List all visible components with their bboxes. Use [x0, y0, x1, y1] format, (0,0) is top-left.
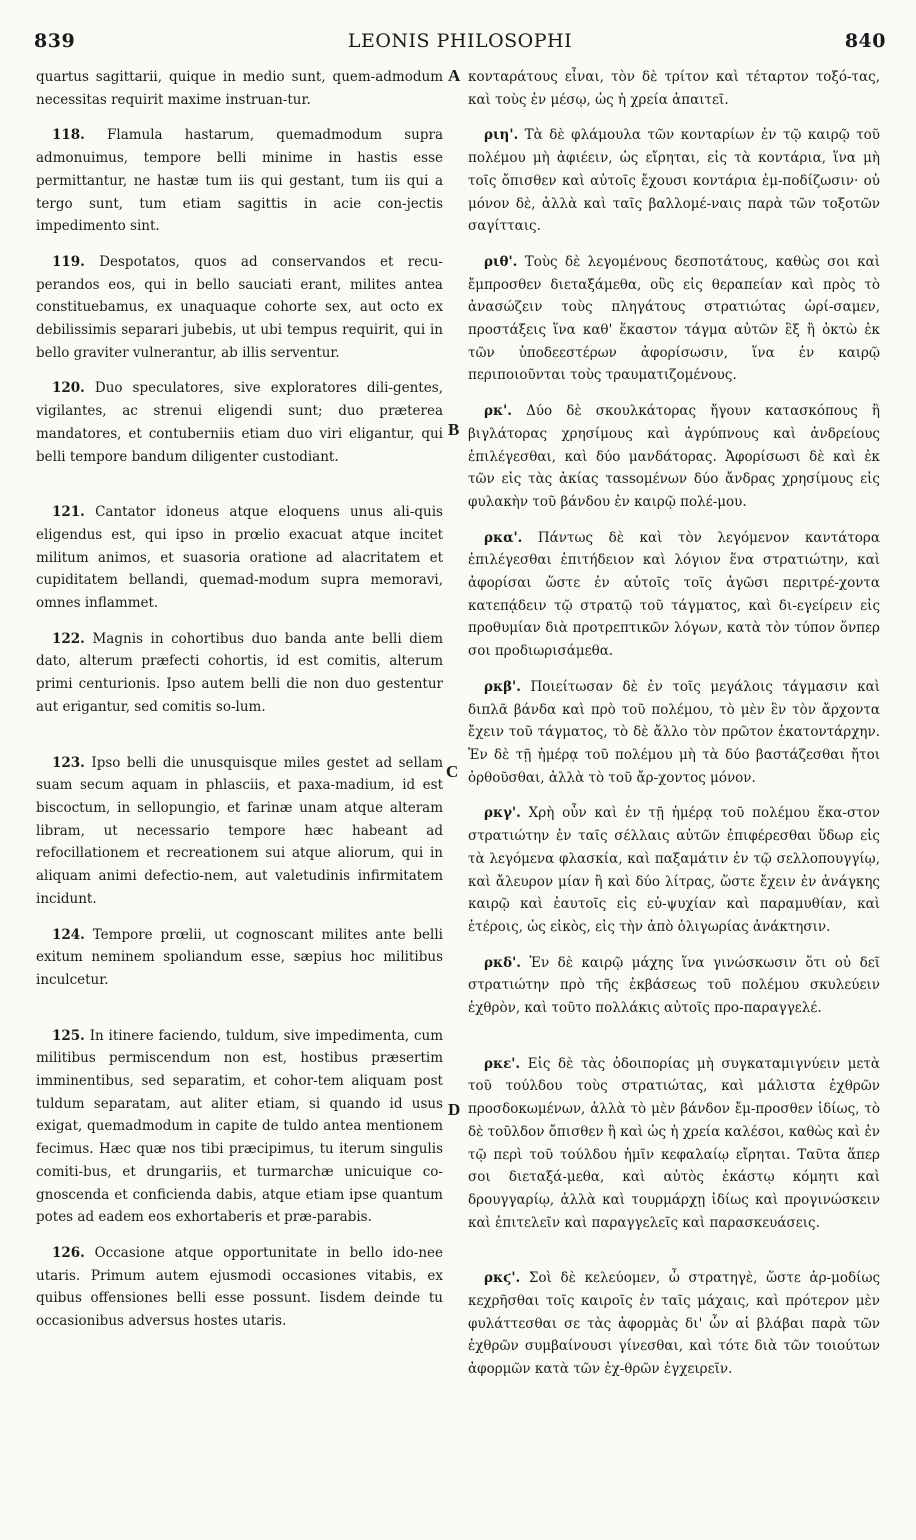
- paragraph-number: ρκγ'.: [484, 805, 521, 822]
- paragraph-number: 125.: [52, 1027, 85, 1044]
- paragraph-gap: [36, 481, 443, 501]
- paragraph-text: Τὰ δὲ φλάμουλα τῶν κονταρίων ἐν τῷ καιρῷ τοῦ πολέμου μὴ ἀφιέειν, ὡς εἴρηται, εἰς τὰ κοντάρια, ἵνα μὴ τοῖς ὄπισθεν καὶ αὐτοῖς ἔχουσι κοντάρια ἐμ-ποδίζωσιν· οὐ μόνον δὲ, ἀλλὰ καὶ ταῖς βαλλομέ-ναις παρὰ τῶν τοξοτῶν σαγίτταις.: [468, 127, 880, 235]
- page-number-right: 840: [844, 30, 886, 52]
- paragraph-gap: [468, 1033, 880, 1053]
- page-header: [34, 30, 886, 56]
- paragraph-text: Magnis in cohortibus duo banda ante belli diem dato, alterum præfecti cohortis, id est comitis, alterum primi centurionis. Ipso autem belli die non duo gestentur aut erigantur, sed comitis so-lum.: [36, 630, 443, 715]
- paragraph-text: Tempore prœlii, ut cognoscant milites ante belli exitum neminem spoliandum esse, sæpius hoc militibus inculcetur.: [36, 926, 443, 988]
- paragraph-text: Τοὺς δὲ λεγομένους δεσποτάτους, καθὼς σοι καὶ ἔμπροσθεν διεταξάμεθα, οὓς εἰς θεραπείαν καὶ πρὸς τὸ ἀνασώζειν τοὺς πληγάτους στρατιώτας ὡρί-σαμεν, προστάξεις ἵνα καθ' ἕκαστον τάγμα αὐτῶν ἓξ ἢ ὀκτὼ ἐκ τῶν ὑποδεεστέρων ἀφορίσωσιν, ἵνα ἐν καιρῷ περιποιοῦνται τοὺς τραυματιζομένους.: [468, 253, 880, 384]
- paragraph-number: 120.: [52, 380, 85, 397]
- paragraph-number: ρκβ'.: [484, 678, 521, 695]
- paragraph-number: 126.: [52, 1244, 85, 1261]
- paragraph-number: 121.: [52, 504, 85, 521]
- paragraph-text: In itinere faciendo, tuldum, sive impedimenta, cum militibus permiscendum non est, hostibus præsertim imminentibus, sed separatim, et cohor-tem aliquam post tuldum separatam, aut aliter etiam, si quando id usus exigat, quemadmodum in capite de tuldo antea mentionem fecimus. Hæc quæ nos tibi præcipimus, tu iterum singulis comiti-bus, et drungariis, et turmarchæ unicuique co-gnoscenda et conficienda dabis, atque etiam ipse quantum potes ad eadem eos exhortaberis et præ-parabis.: [36, 1027, 443, 1226]
- paragraph-number: 118.: [52, 127, 85, 144]
- latin-paragraph: [36, 1025, 443, 1229]
- greek-paragraph: [468, 400, 880, 514]
- paragraph-number: ρκα'.: [484, 529, 523, 546]
- paragraph-text: quartus sagittarii, quique in medio sunt, quem-admodum necessitas requirit maxime instruan-tur.: [36, 69, 443, 108]
- latin-paragraph: [36, 1242, 443, 1333]
- greek-paragraph: [468, 251, 880, 387]
- paragraph-text: Occasione atque opportunitate in bello ido-nee utaris. Primum autem ejusmodi occasiones vitabis, ex quibus offensiones belli esse possunt. Iisdem deinde tu occasionibus adversus hostes utaris.: [36, 1244, 443, 1330]
- margin-marker-d: D: [448, 1100, 461, 1119]
- latin-paragraph: [36, 752, 443, 911]
- paragraph-number: ρκδ'.: [484, 954, 521, 971]
- paragraph-number: ρκ'.: [484, 403, 512, 420]
- paragraph-text: Ποιείτωσαν δὲ ἐν τοῖς μεγάλοις τάγμασιν καὶ διπλᾶ βάνδα καὶ πρὸ τοῦ πολέμου, τὸ μὲν ἓν τὸν ἄρχοντα ἔχειν τοῦ τάγματος, τὸ δὲ ἄλλο τὸν πρῶτον ἑκατοντάρχην. Ἐν δὲ τῇ ἡμέρᾳ τοῦ πολέμου μὴ τὰ δύο βαστάζεσθαι ἤτοι ὀρθοῦσθαι, ἀλλὰ τὸ τοῦ ἄρ-χοντος μόνον.: [468, 678, 880, 786]
- greek-paragraph: [468, 802, 880, 938]
- greek-paragraph: [468, 1267, 880, 1381]
- latin-paragraph: [36, 501, 443, 615]
- paragraph-text: Ἐν δὲ καιρῷ μάχης ἵνα γινώσκωσιν ὅτι οὐ δεῖ στρατιώτην πρὸ τῆς ἐκβάσεως τοῦ πολέμου σκυλεύειν ἐχθρὸν, καὶ τοῦτο πολλάκις αὐτοῖς προ-παραγγελέ.: [468, 954, 880, 1017]
- paragraph-text: Εἰς δὲ τὰς ὁδοιπορίας μὴ συγκαταμιγνύειν μετὰ τοῦ τούλδου τοὺς στρατιώτας, καὶ μάλιστα ἐχθρῶν προσδοκωμένων, ἀλλὰ τὸ μὲν βάνδον ἔμ-προσθεν ἰδίως, τὸ δὲ τοῦλδον ὄπισθεν ἢ καὶ ὡς ἡ χρεία καλέσοι, καθὼς καὶ ἐν τῷ περὶ τοῦ τούλδου ἡμῖν κεφαλαίῳ εἴρηται. Ταῦτα ἅπερ σοι διεταξά-μεθα, καὶ αὐτὸς ἑκάστῳ κόμητι καὶ δρουγγαρίῳ, ἀλλὰ καὶ τουρμάρχῃ ἰδίως καὶ προγινώσκειν καὶ ἐπιτελεῖν καὶ παραγγελεῖς καὶ παρασκευάσεις.: [468, 1055, 880, 1231]
- paragraph-number: ριη'.: [484, 127, 519, 144]
- latin-column: [36, 66, 443, 1506]
- paragraph-text: Πάντως δὲ καὶ τὸν λεγόμενον καντάτορα ἐπιλέγεσθαι ἐπιτήδειον καὶ λόγιον ἕνα στρατιώτην, καὶ ἀφορίσαι ὥστε ἐν αὐτοῖς τοῖς ἀγῶσι περιτρέ-χοντα κατεπᾴδειν τῷ στρατῷ τοῦ τάγματος, καὶ δι-εγείρειν εἰς προθυμίαν διὰ προτρεπτικῶν λόγων, κατὰ τὸν τύπον ὅνπερ σοι προδιωρισάμεθα.: [468, 529, 880, 660]
- paragraph-number: 119.: [52, 253, 85, 270]
- latin-paragraph: [36, 924, 443, 992]
- greek-column: [468, 66, 880, 1506]
- paragraph-text: Ipso belli die unusquisque miles gestet ad sellam suam secum aquam in phlasciis, et paxa-madium, id est biscoctum, in sellopungio, et farinæ unam atque alteram libram, ut necessario tempore hæc habeant ad refocillationem et recreationem sui atque aliorum, qui in aliquam animi defectio-nem, aut valetudinis infirmitatem incidunt.: [36, 754, 443, 907]
- paragraph-number: ρκϛ'.: [484, 1270, 521, 1287]
- paragraph-gap: [36, 732, 443, 752]
- paragraph-text: Despotatos, quos ad conservandos et recu-perandos eos, qui in bello sauciati erant, milites antea constituebamus, ex unaquaque cohorte sex, aut octo ex debilissimis separari jubebis, ut ubi tempus requirit, qui in bello graviter vulnerantur, ab illis serventur.: [36, 253, 443, 361]
- paragraph-text: Σοὶ δὲ κελεύομεν, ὦ στρατηγὲ, ὥστε ἁρ-μοδίως κεχρῆσθαι τοῖς καιροῖς ἐν ταῖς μάχαις, καὶ πρότερον μὲν φυλάττεσθαι σε τὰς ἀφορμὰς δι' ὧν αἱ βλάβαι παρὰ τῶν ἐχθρῶν συμβαίνουσι γίνεσθαι, καὶ τότε διὰ τῶν τοιούτων ἀφορμῶν κατὰ τῶν ἐχ-θρῶν ἐγχειρεῖν.: [468, 1270, 880, 1378]
- latin-paragraph: [36, 628, 443, 719]
- paragraph-number: ριθ'.: [484, 253, 518, 270]
- margin-marker-b: B: [448, 420, 460, 439]
- paragraph-number: ρκε'.: [484, 1055, 521, 1072]
- running-title: LEONIS PHILOSOPHI: [347, 30, 573, 52]
- paragraph-gap: [468, 1247, 880, 1267]
- paragraph-gap: [36, 1005, 443, 1025]
- greek-paragraph: [468, 676, 880, 790]
- paragraph-number: 123.: [52, 754, 85, 771]
- margin-marker-a: A: [448, 66, 461, 85]
- greek-paragraph: [468, 1053, 880, 1235]
- latin-paragraph: [36, 377, 443, 468]
- paragraph-text: Cantator idoneus atque eloquens unus ali-quis eligendus est, qui ipso in prœlio exacuat atque incitet militum animos, et suasoria oratione ad alacritatem et cupiditatem bellandi, quemad-modum supra memoravi, omnes inflammet.: [36, 504, 443, 612]
- paragraph-text: Flamula hastarum, quemadmodum supra admonuimus, tempore belli minime in hastis esse permittantur, ne hastæ tum iis qui gestant, tum iis qui a tergo sunt, tum etiam sagittis in acie con-jectis impedimento sint.: [36, 127, 443, 235]
- greek-paragraph: [468, 527, 880, 663]
- paragraph-text: Duo speculatores, sive exploratores dili-gentes, vigilantes, ac strenui eligendi sunt; duo præterea mandatores, et contuberniis etiam duo viri eligantur, qui belli tempore bandum diligenter custodiant.: [36, 380, 443, 465]
- latin-paragraph: [36, 66, 443, 111]
- greek-paragraph: [468, 952, 880, 1020]
- latin-paragraph: [36, 124, 443, 238]
- paragraph-text: κονταράτους εἶναι, τὸν δὲ τρίτον καὶ τέταρτον τοξό-τας, καὶ τοὺς ἐν μέσῳ, ὡς ἡ χρεία ἀπαιτεῖ.: [468, 69, 880, 108]
- paragraph-text: Χρὴ οὖν καὶ ἐν τῇ ἡμέρᾳ τοῦ πολέμου ἕκα-στον στρατιώτην ἐν ταῖς σέλλαις αὐτῶν ἐπιφέρεσθαι ὕδωρ εἰς τὰ λεγόμενα φλασκία, καὶ παξαμάτιν ἐν τῷ σελλοπουγγίῳ, καὶ ἄλευρον μίαν ἢ καὶ δύο λίτρας, ὥστε ἔχειν ἐν ἀνάγκης καιρῷ καὶ ἑαυτοῖς εἰς εὐ-ψυχίαν καὶ παραμυθίαν, καὶ ἑτέροις, ὡς εἰκὸς, εἰς τὴν ἀπὸ ὀλιγωρίας ἀνάκτησιν.: [468, 805, 880, 935]
- latin-paragraph: [36, 251, 443, 365]
- paragraph-text: Δύο δὲ σκουλκάτορας ἤγουν κατασκόπους ἢ βιγλάτορας χρησίμους καὶ ἀγρύπνους καὶ ἀνδρείους ἐπιλέγεσθαι, καὶ δύο μανδάτορας. Ἀφορίσωσι δὲ καὶ ἐκ τῶν εἰς τὰς ἀκίας ταssoμένων δύο ἄνδρας χρησίμους εἰς φυλακὴν τοῦ βάνδου ἐν καιρῷ πολέ-μου.: [468, 403, 880, 510]
- paragraph-number: 124.: [52, 926, 85, 943]
- paragraph-number: 122.: [52, 630, 85, 647]
- margin-marker-c: C: [446, 762, 459, 781]
- page-number-left: 839: [34, 30, 76, 52]
- greek-paragraph: [468, 124, 880, 238]
- greek-paragraph: [468, 66, 880, 111]
